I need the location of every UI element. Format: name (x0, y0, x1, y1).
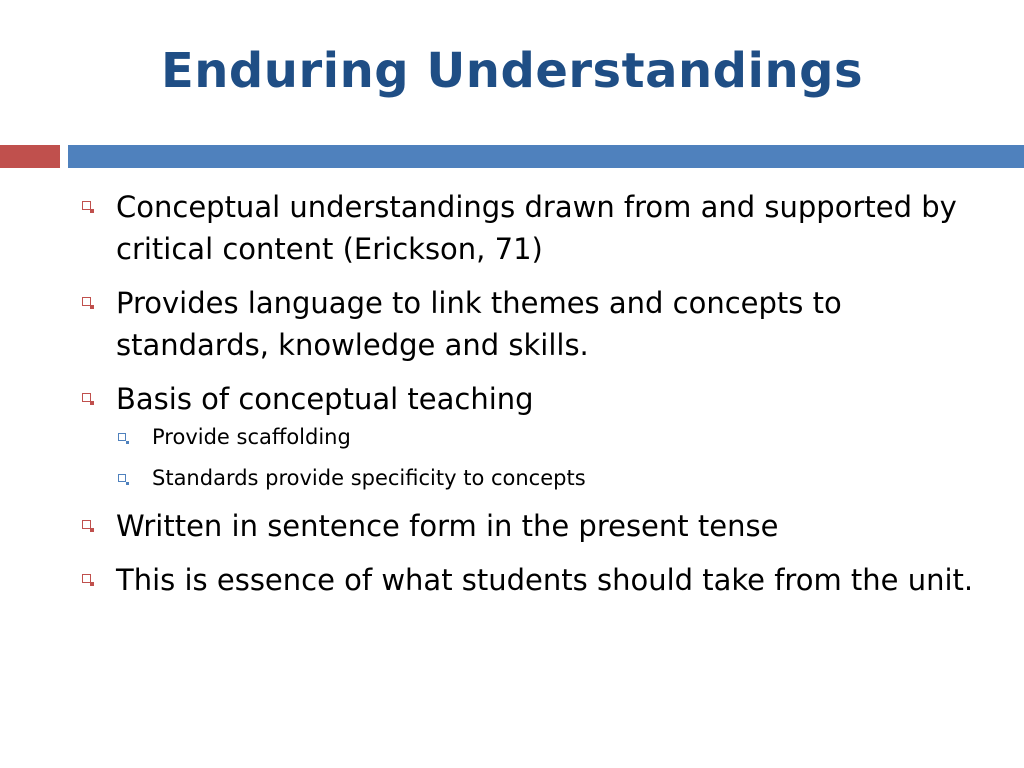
bullet-text: This is essence of what students should take from the unit. (116, 563, 974, 597)
square-bullet-icon (82, 520, 91, 529)
sub-bullet-text: Standards provide specificity to concepts (152, 466, 586, 490)
square-bullet-icon (82, 297, 91, 306)
bullet-text: Written in sentence form in the present tense (116, 509, 779, 543)
bullet-item (80, 282, 990, 366)
square-bullet-icon (118, 474, 126, 482)
square-bullet-icon (82, 574, 91, 583)
bullet-text: Conceptual understandings drawn from and supported by critical content (Erickson, 71) (116, 190, 957, 266)
bullet-item (80, 186, 990, 270)
sub-bullet-list (116, 422, 990, 493)
bullet-item (80, 559, 990, 601)
bullet-item (80, 505, 990, 547)
square-bullet-icon (118, 433, 126, 441)
sub-bullet-item (116, 463, 990, 493)
square-bullet-icon (82, 393, 91, 402)
sub-bullet-text: Provide scaffolding (152, 425, 351, 449)
slide-title: Enduring Understandings (160, 43, 864, 99)
accent-bar-blue (68, 145, 1024, 168)
accent-bar-red (0, 145, 60, 168)
bullet-text: Provides language to link themes and concepts to standards, knowledge and skills. (116, 286, 842, 362)
bullet-text: Basis of conceptual teaching (116, 382, 534, 416)
sub-bullet-item (116, 422, 990, 452)
bullet-list (80, 186, 990, 613)
bullet-item (80, 378, 990, 493)
square-bullet-icon (82, 201, 91, 210)
